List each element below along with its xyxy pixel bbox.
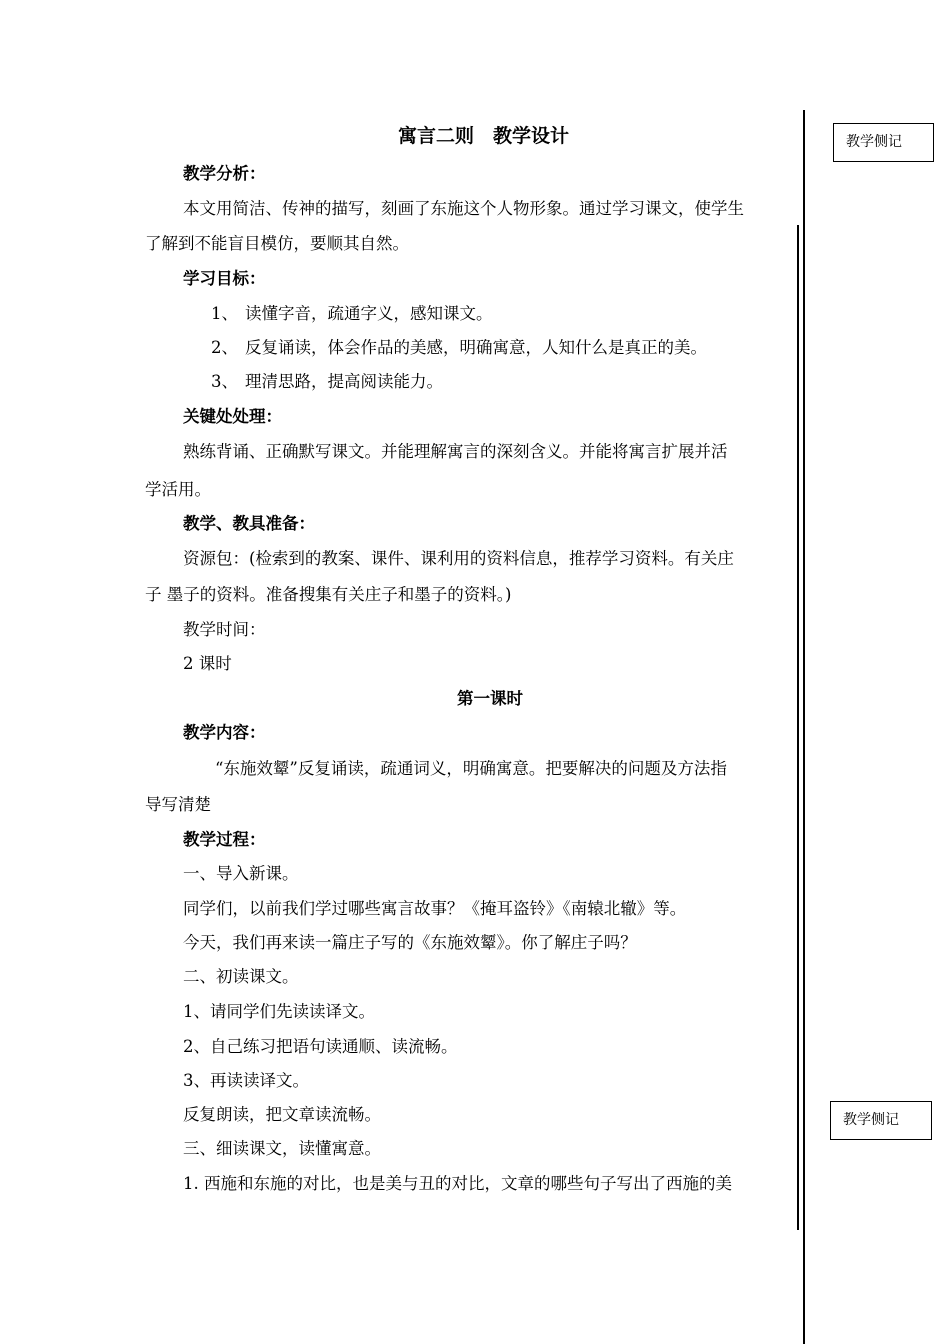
prep-paragraph-line1: 资源包：(检索到的教案、课件、课利用的资料信息，推荐学习资料。有关庄: [183, 549, 734, 568]
key-heading: 关键处处理：: [183, 407, 282, 426]
process-line-7: 3、再读读译文。: [183, 1071, 309, 1090]
side-note-box-bottom: 教学侧记: [830, 1101, 932, 1140]
prep-paragraph-line2: 子 墨子的资料。准备搜集有关庄子和墨子的资料。): [145, 585, 512, 604]
goal-number: 2、: [211, 338, 238, 357]
analysis-paragraph-line1: 本文用简洁、传神的描写，刻画了东施这个人物形象。通过学习课文，使学生: [183, 199, 744, 218]
goal-text: 理清思路，提高阅读能力。: [245, 372, 443, 391]
process-line-6: 2、自己练习把语句读通顺、读流畅。: [183, 1037, 458, 1056]
goal-text: 读懂字音，疏通字义，感知课文。: [245, 304, 493, 323]
goal-number: 3、: [211, 372, 238, 391]
goal-item-2: [211, 338, 707, 358]
prep-heading: 教学、教具准备：: [183, 514, 315, 533]
lesson-heading: 第一课时: [457, 689, 523, 708]
goal-item-3: [211, 372, 443, 392]
goal-number: 1、: [211, 304, 238, 323]
analysis-paragraph-line2: 了解到不能盲目模仿，要顺其自然。: [145, 234, 409, 253]
time-label: 教学时间：: [183, 620, 266, 639]
content-paragraph-line1: “东施效颦”反复诵读，疏通词义，明确寓意。把要解决的问题及方法指: [215, 759, 727, 778]
goal-text: 反复诵读，体会作品的美感，明确寓意，人知什么是真正的美。: [245, 338, 707, 357]
margin-rule-inner: [797, 225, 799, 1230]
process-line-10: 1. 西施和东施的对比，也是美与丑的对比，文章的哪些句子写出了西施的美: [183, 1174, 732, 1193]
margin-rule-outer: [803, 110, 805, 1344]
process-line-1: 一、导入新课。: [183, 864, 299, 883]
process-line-9: 三、细读课文，读懂寓意。: [183, 1139, 381, 1158]
process-line-8: 反复朗读，把文章读流畅。: [183, 1105, 381, 1124]
process-line-5: 1、请同学们先读读译文。: [183, 1002, 375, 1021]
process-line-4: 二、初读课文。: [183, 967, 299, 986]
goals-heading: 学习目标：: [183, 269, 266, 288]
side-note-box-top: 教学侧记: [833, 123, 934, 162]
key-paragraph-line2: 学活用。: [145, 480, 211, 499]
goal-item-1: [211, 304, 493, 324]
document-title: 寓言二则 教学设计: [398, 125, 570, 147]
process-heading: 教学过程：: [183, 830, 266, 849]
analysis-heading: 教学分析：: [183, 164, 266, 183]
time-value: 2 课时: [183, 654, 232, 673]
content-heading: 教学内容：: [183, 723, 266, 742]
content-paragraph-line2: 导写清楚: [145, 795, 211, 814]
process-line-3: 今天，我们再来读一篇庄子写的《东施效颦》。你了解庄子吗？: [183, 933, 637, 952]
process-line-2: 同学们，以前我们学过哪些寓言故事？《掩耳盗铃》《南辕北辙》等。: [183, 899, 687, 918]
key-paragraph-line1: 熟练背诵、正确默写课文。并能理解寓言的深刻含义。并能将寓言扩展并活: [183, 442, 728, 461]
